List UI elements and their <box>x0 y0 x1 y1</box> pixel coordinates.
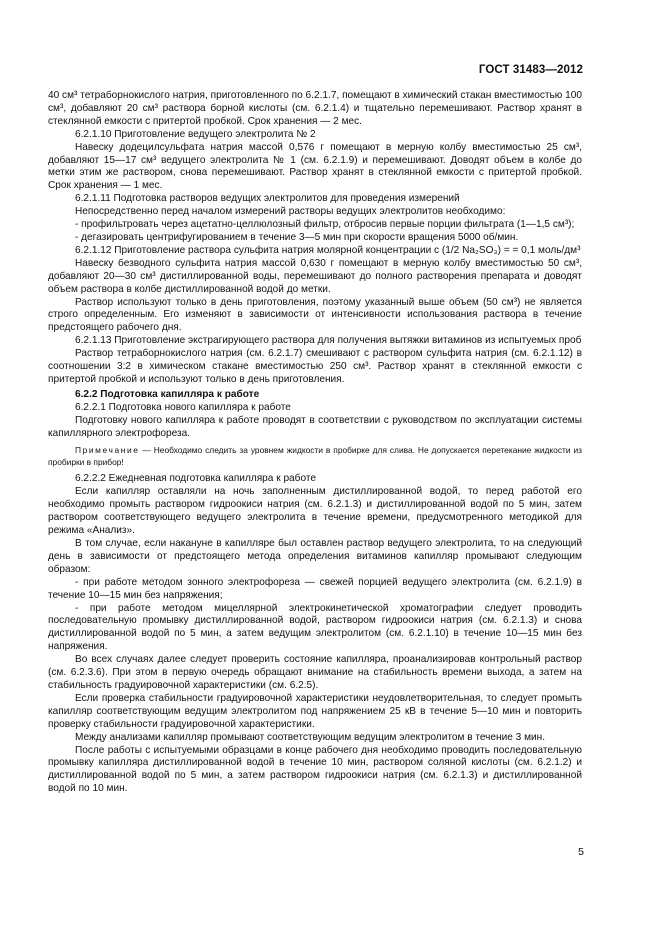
note-label: Примечание <box>75 445 140 456</box>
paragraph: Непосредственно перед началом измерений растворы ведущих электролитов необходимо: <box>75 206 506 218</box>
section-heading: 6.2.2.2 Ежедневная подготовка капилляра к работе <box>75 473 316 485</box>
note-text: — Необходимо следить за уровнем жидкости в пробирке для слива. Не допускается перетекание жидкости из пробирки в прибор! <box>48 445 582 467</box>
section-heading: 6.2.2.1 Подготовка нового капилляра к работе <box>75 401 291 413</box>
paragraph: Подготовку нового капилляра к работе проводят в соответствии с руководством по эксплуатации системы капиллярного электрофореза. <box>48 414 582 439</box>
note <box>48 445 582 468</box>
document-body <box>48 90 582 796</box>
section-heading: 6.2.1.13 Приготовление экстрагирующего раствора для получения вытяжки витаминов из испытуемых проб <box>75 335 582 347</box>
paragraph: Если проверка стабильности градуировочной характеристики неудовлетворительная, то следует промыть капилляр соответствующим ведущим электролитом под напряжением 25 кВ в течение 5—10 мин и повторить проверку стабильности градуировочной характеристики. <box>48 692 582 730</box>
paragraph: Между анализами капилляр промывают соответствующим ведущим электролитом в течение 3 мин. <box>75 731 546 743</box>
paragraph: После работы с испытуемыми образцами в конце рабочего дня необходимо проводить последовательную промывку капилляра дистиллированной водой в течение 10 мин, раствором соляной кислоты (см. 6.2.1.2) и дистиллированной водой по 5 мин, а затем раствором гидроокиси натрия (см. 6.2.1.3) и дистиллированной водой по 10 мин. <box>48 744 582 795</box>
paragraph: Во всех случаях далее следует проверить состояние капилляра, проанализировав контрольный раствор (см. 6.2.3.6). При этом в первую очередь обращают внимание на стабильность времени выхода, а затем на стабильность градуировочной характеристики (см. 6.2.5). <box>48 654 582 691</box>
paragraph: Навеску додецилсульфата натрия массой 0,576 г помещают в мерную колбу вместимостью 25 см³, добавляют 15—17 см³ ведущего электролита № 1 (см. 6.2.1.9) и перемешивают. Доводят объем в колбе до метки этим же раствором, снова перемешивают. Раствор хранят в стеклянной емкости с притертой пробкой. Срок хранения — 1 мес. <box>48 141 582 192</box>
subsection-heading: 6.2.2 Подготовка капилляра к работе <box>75 388 260 400</box>
paragraph: Если капилляр оставляли на ночь заполненным дистиллированной водой, то перед работой его необходимо промыть раствором гидроокиси натрия (см. 6.2.1.3) и дистиллированной водой по 5 мин, затем раствором соответствующего ведущего электролита в течение времени, предусмотренного методикой для режима «Анализ». <box>48 486 582 537</box>
paragraph: 40 см³ тетраборнокислого натрия, приготовленного по 6.2.1.7, помещают в химический стакан вместимостью 100 см³, добавляют 20 см³ раствора борной кислоты (см. 6.2.1.4) и тщательно перемешивают. Раствор хранят в стеклянной емкости с притертой пробкой. Срок хранения — 2 мес. <box>48 90 582 127</box>
paragraph: В том случае, если накануне в капилляре был оставлен раствор ведущего электролита, то на следующий день в зависимости от предстоящего метода определения витаминов капилляр промывают следующим образом: <box>48 538 582 575</box>
paragraph: Навеску безводного сульфита натрия массой 0,630 г помещают в мерную колбу вместимостью 50 см³, добавляют 20—30 см³ дистиллированной воды, перемешивают до полного растворения препарата и доводят объем раствора в колбе дистиллированной водой до метки. <box>48 257 582 295</box>
list-item: - дегазировать центрифугированием в течение 3—5 мин при скорости вращения 5000 об/мин. <box>75 231 519 243</box>
page-number: 5 <box>578 846 584 858</box>
list-item: - при работе методом мицеллярной электрокинетической хроматографии следует проводить последовательную промывку дистиллированной водой, раствором гидроокиси натрия (см. 6.2.1.3) и снова дистиллированной водой по 5 мин, а затем ведущим электролитом (см. 6.2.1.10) в течение 10—15 мин без напряжения. <box>48 602 582 653</box>
paragraph: Раствор тетраборнокислого натрия (см. 6.2.1.7) смешивают с раствором сульфита натрия (см. 6.2.1.12) в соотношении 3:2 в химическом стакане вместимостью 250 см³. Раствор хранят в стеклянной емкости с притертой пробкой и используют только в день приготовления. <box>48 348 582 385</box>
section-heading: 6.2.1.11 Подготовка растворов ведущих электролитов для проведения измерений <box>75 193 460 205</box>
list-item: - профильтровать через ацетатно-целлюлозный фильтр, отбросив первые порции фильтрата (1—1,5 см³); <box>75 219 575 231</box>
list-item: - при работе методом зонного электрофореза — свежей порцией ведущего электролита (см. 6.2.1.9) в течение 10—15 мин без напряжения; <box>48 576 582 601</box>
section-heading: 6.2.1.12 Приготовление раствора сульфита натрия молярной концентрации c (1/2 Na₂SO₃) = = 0,1 моль/дм³ <box>75 244 581 256</box>
paragraph: Раствор используют только в день приготовления, поэтому указанный выше объем (50 см³) не является строго определенным. Его изменяют в зависимости от интенсивности использования раствора в течение предстоящего рабочего дня. <box>48 296 582 334</box>
standard-header: ГОСТ 31483—2012 <box>478 64 583 76</box>
section-heading: 6.2.1.10 Приготовление ведущего электролита № 2 <box>75 128 316 140</box>
